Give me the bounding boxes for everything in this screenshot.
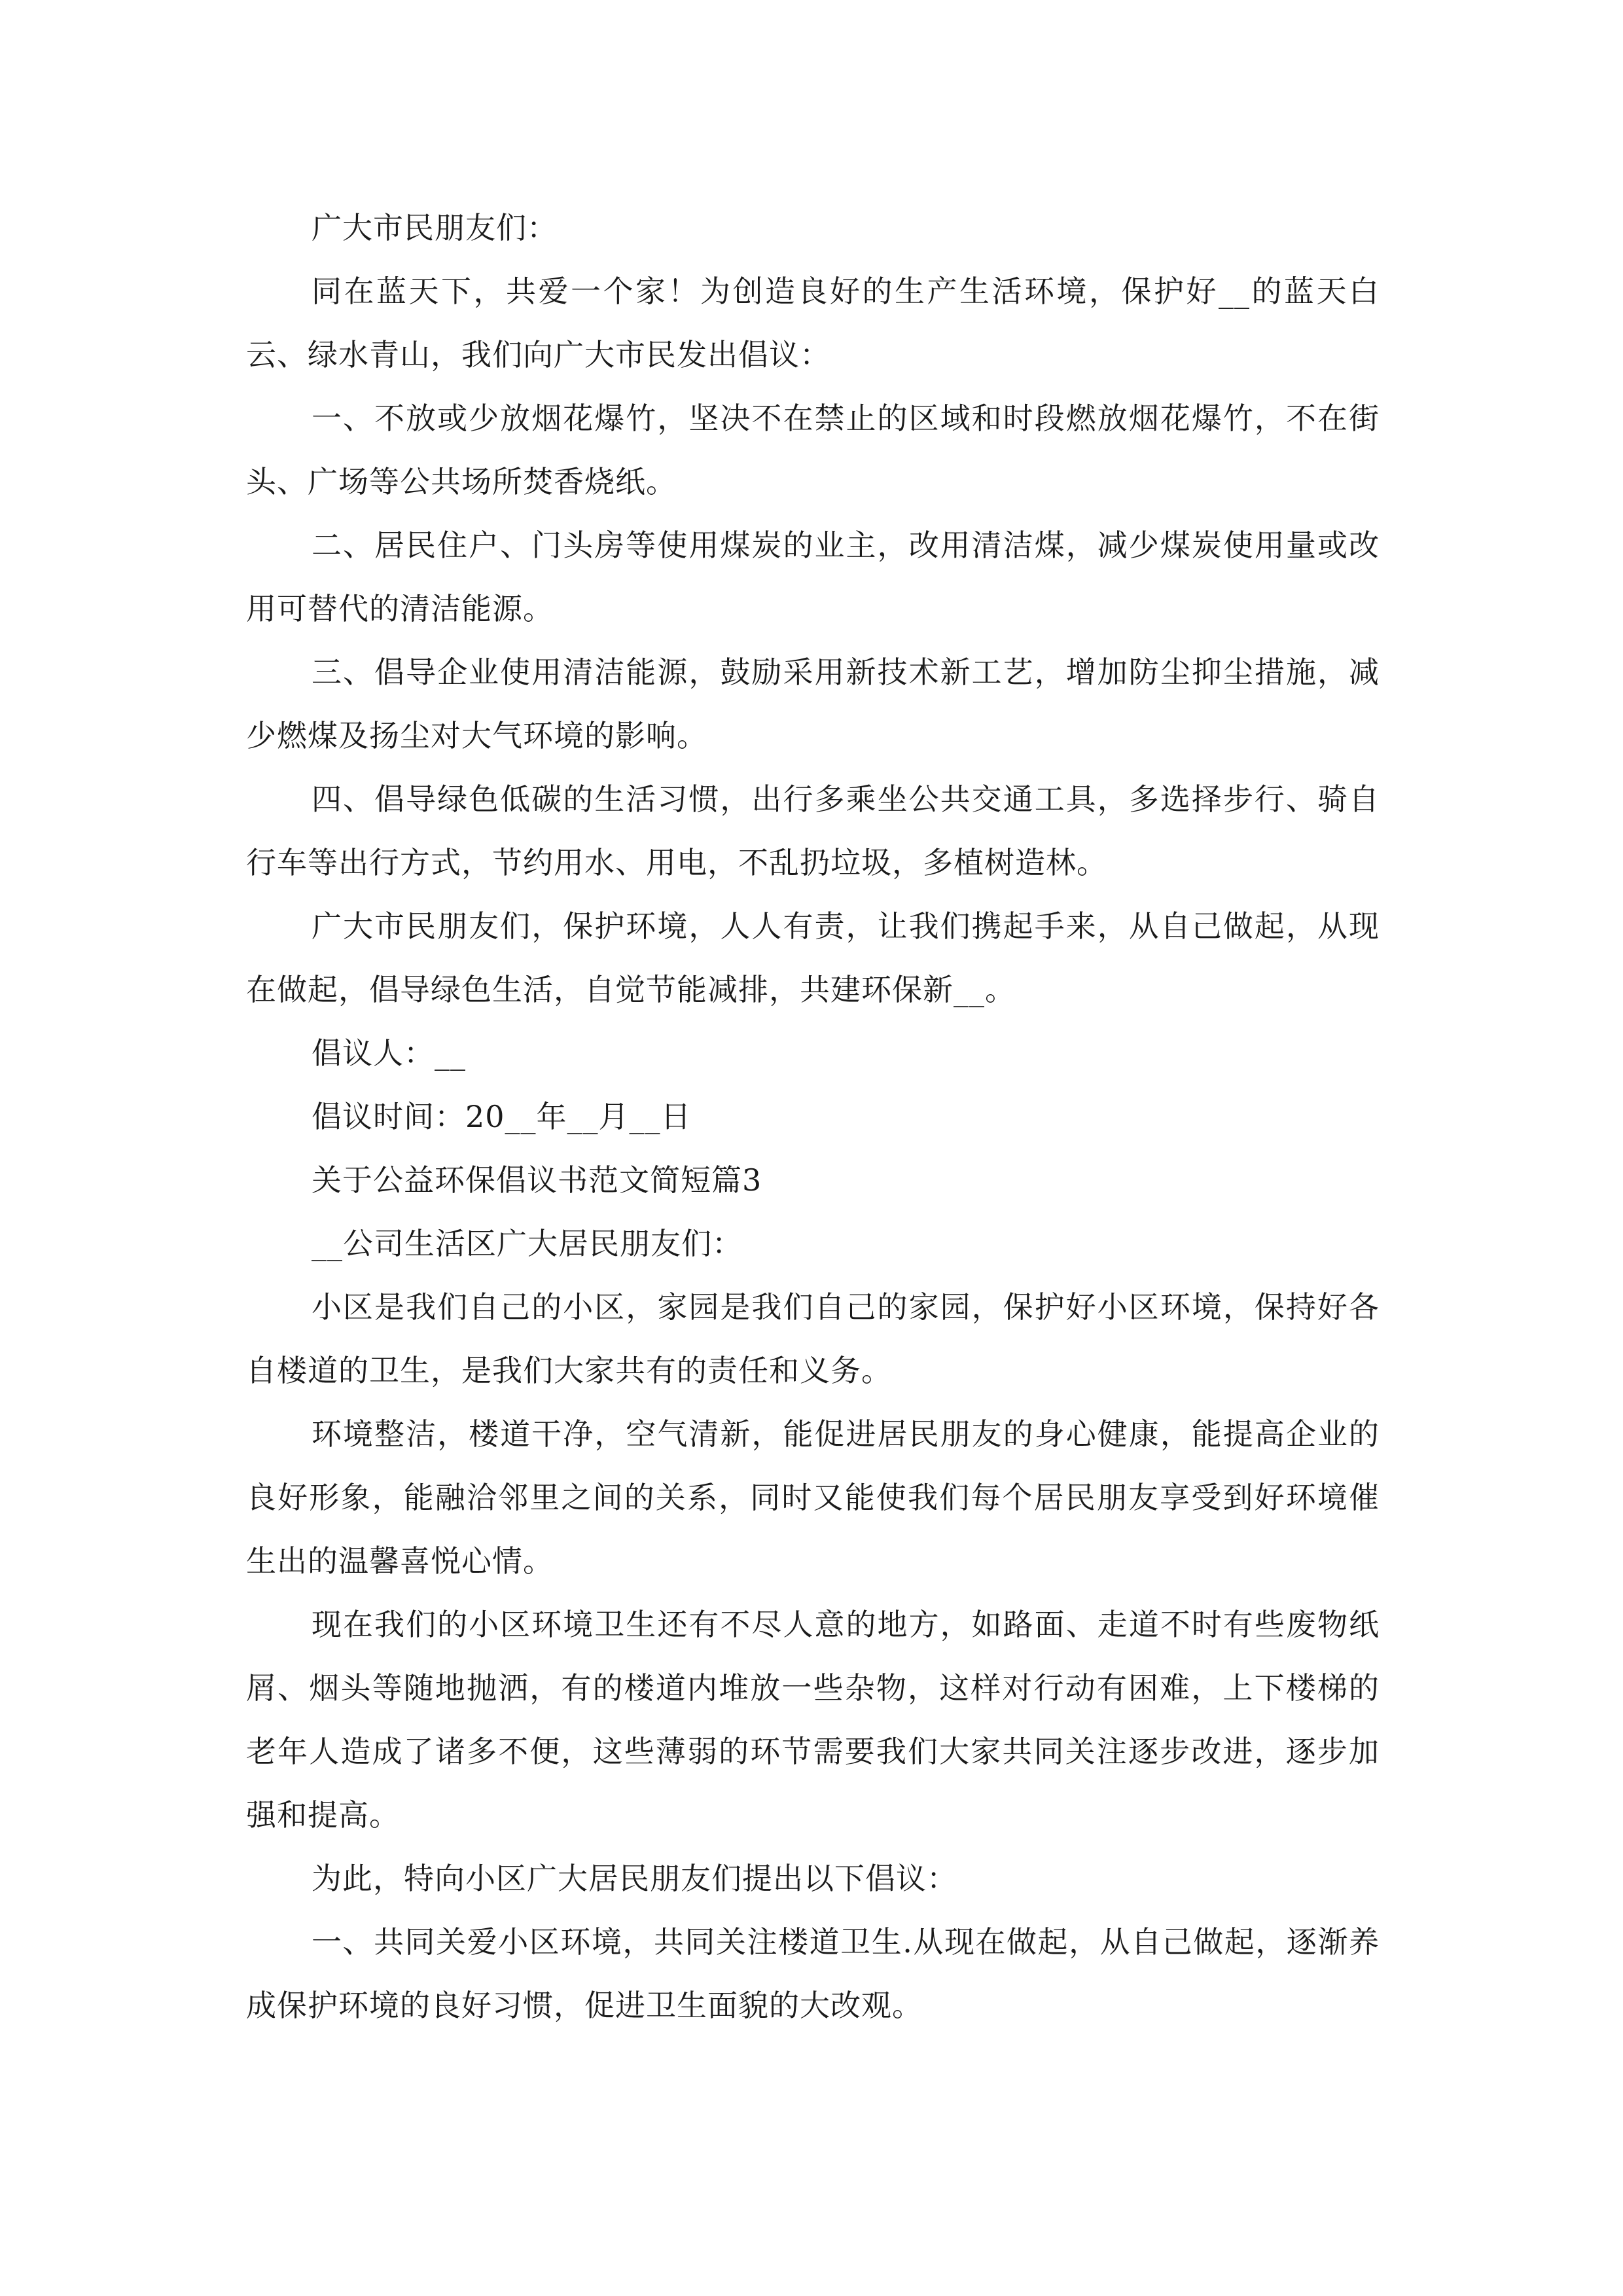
paragraph-item-1: 一、不放或少放烟花爆竹，坚决不在禁止的区域和时段燃放烟花爆竹，不在街头、广场等公共场所焚香烧纸。 — [246, 401, 1380, 499]
salutation: 广大市民朋友们： — [312, 210, 558, 245]
paragraph-proposal-1: 一、共同关爱小区环境，共同关注楼道卫生.从现在做起，从自己做起，逐渐养成保护环境的良好习惯，促进卫生面貌的大改观。 — [246, 1924, 1380, 2023]
date-line: 倡议时间：20__年__月__日 — [312, 1099, 692, 1134]
paragraph-community: 小区是我们自己的小区，家园是我们自己的家园，保护好小区环境，保持好各自楼道的卫生，是我们大家共有的责任和义务。 — [246, 1289, 1380, 1388]
document-body — [246, 196, 1380, 2037]
paragraph-item-4: 四、倡导绿色低碳的生活习惯，出行多乘坐公共交通工具，多选择步行、骑自行车等出行方式，节约用水、用电，不乱扔垃圾，多植树造林。 — [246, 781, 1380, 880]
initiator-line: 倡议人：__ — [312, 1035, 466, 1071]
salutation-2: __公司生活区广大居民朋友们： — [312, 1226, 743, 1261]
paragraph-environment: 环境整洁，楼道干净，空气清新，能促进居民朋友的身心健康，能提高企业的良好形象，能融洽邻里之间的关系，同时又能使我们每个居民朋友享受到好环境催生出的温馨喜悦心情。 — [246, 1416, 1380, 1579]
paragraph-item-2: 二、居民住户、门头房等使用煤炭的业主，改用清洁煤，减少煤炭使用量或改用可替代的清洁能源。 — [246, 528, 1380, 626]
paragraph-closing: 广大市民朋友们，保护环境，人人有责，让我们携起手来，从自己做起，从现在做起，倡导绿色生活，自觉节能减排，共建环保新__。 — [246, 908, 1380, 1007]
paragraph-item-3: 三、倡导企业使用清洁能源，鼓励采用新技术新工艺，增加防尘抑尘措施，减少燃煤及扬尘对大气环境的影响。 — [246, 655, 1380, 753]
section-title: 关于公益环保倡议书范文简短篇3 — [312, 1162, 762, 1198]
paragraph-proposal-intro: 为此，特向小区广大居民朋友们提出以下倡议： — [312, 1861, 957, 1896]
paragraph-intro: 同在蓝天下，共爱一个家！为创造良好的生产生活环境，保护好__的蓝天白云、绿水青山，我们向广大市民发出倡议： — [246, 274, 1380, 372]
paragraph-problems: 现在我们的小区环境卫生还有不尽人意的地方，如路面、走道不时有些废物纸屑、烟头等随地抛洒，有的楼道内堆放一些杂物，这样对行动有困难，上下楼梯的老年人造成了诸多不便，这些薄弱的环节需要我们大家共同关注逐步改进，逐步加强和提高。 — [246, 1607, 1380, 1833]
